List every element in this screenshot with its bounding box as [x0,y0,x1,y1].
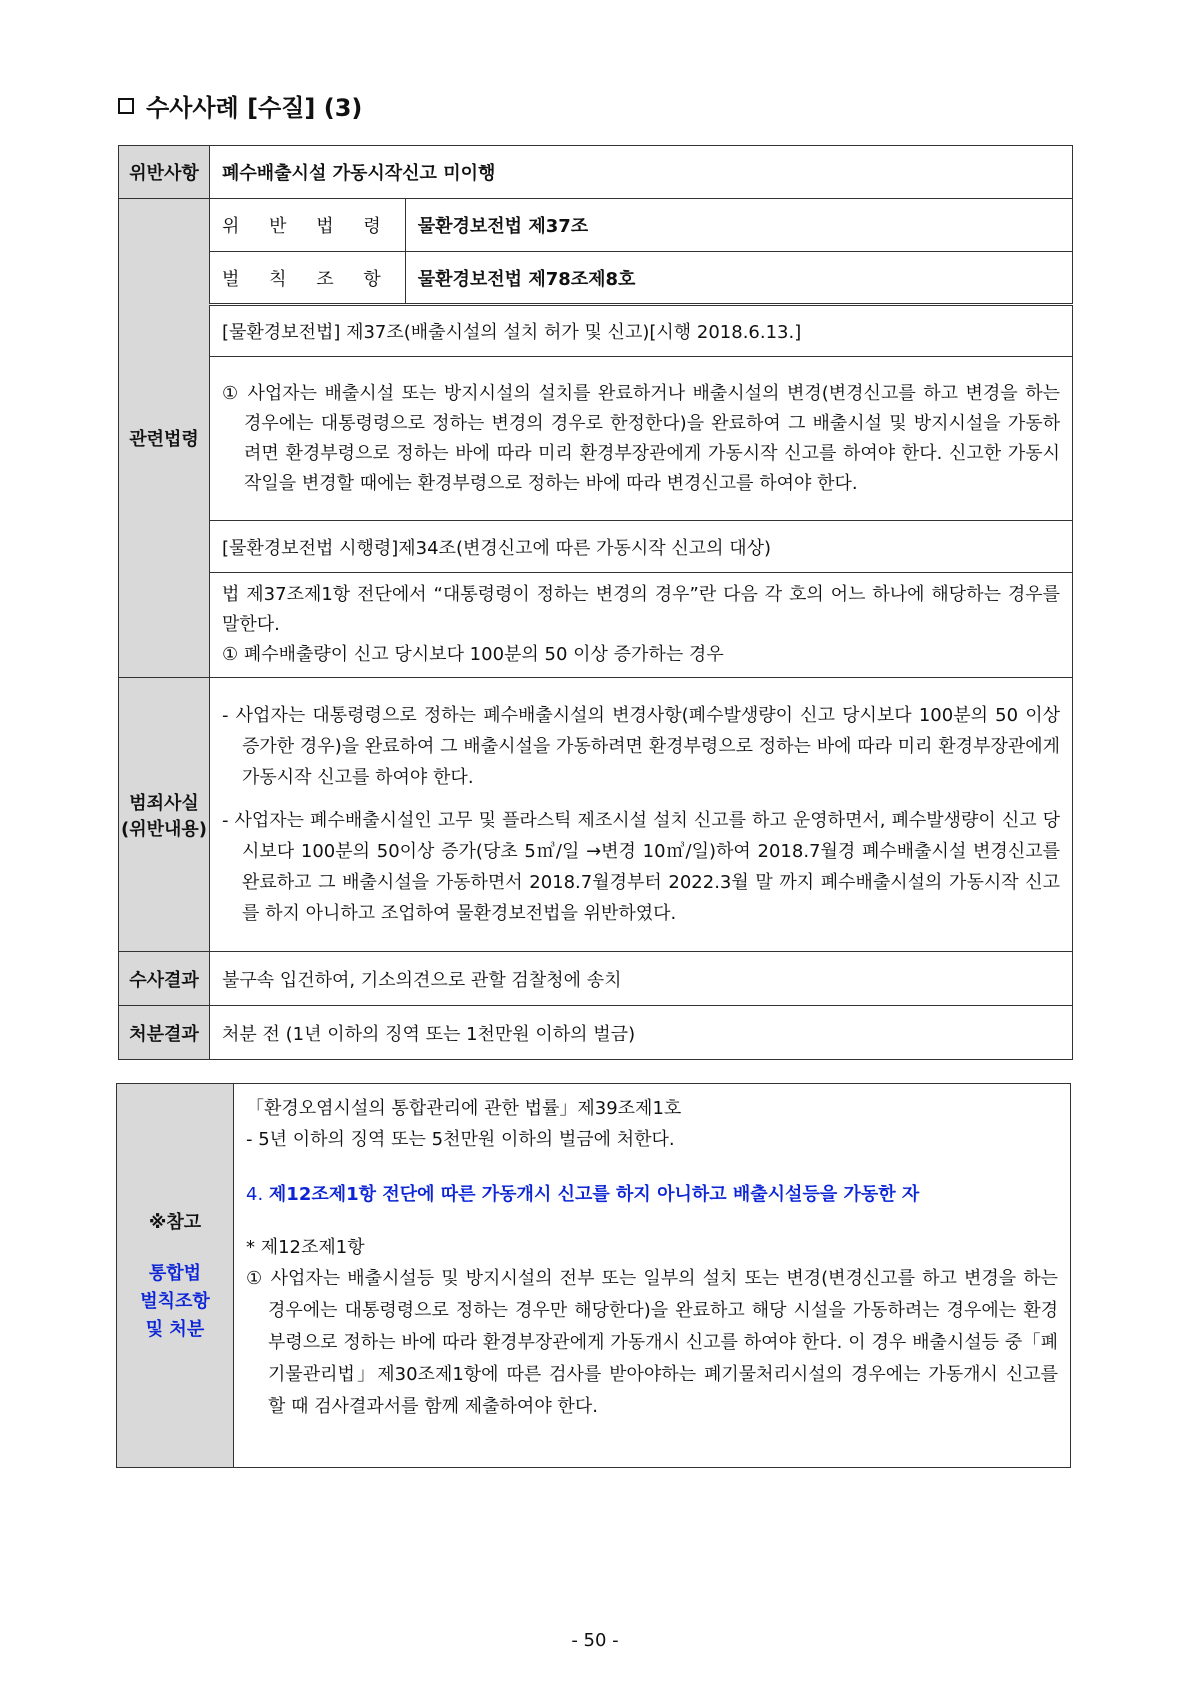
law-violated-label: 위 반 법 령 [210,199,406,252]
reference-label-1: ※참고 [148,1211,202,1233]
penalty-clause-row [119,252,1073,305]
law2-body-1: 법 제37조제1항 전단에서 “대통령령이 정하는 변경의 경우”란 다음 각 호의 어느 하나에 해당하는 경우를 말한다. [222,584,1060,635]
law2-body-2: ① 폐수배출량이 신고 당시보다 100분의 50 이상 증가하는 경우 [222,644,724,665]
page-title [118,88,362,123]
reference-row [117,1084,1071,1468]
reference-label [117,1084,234,1468]
result-row [119,952,1073,1006]
facts-label-2: (위반내용) [120,818,207,840]
reference-body [234,1084,1071,1468]
law-violated-row [119,199,1073,252]
case-table [118,145,1073,1060]
facts-cell [210,678,1073,952]
law-violated-value: 물환경보전법 제37조 [405,199,1072,252]
law1-title-row [119,305,1073,357]
law2-title-row [119,521,1073,573]
penalty-clause-value: 물환경보전법 제78조제8호 [405,252,1072,305]
reference-note-title: * 제12조제1항 [246,1237,365,1258]
law1-body-cell [210,357,1073,521]
related-law-label: 관련법령 [119,199,210,678]
disposition-text: 처분 전 (1년 이하의 징역 또는 1천만원 이하의 벌금) [210,1006,1073,1060]
reference-penalty: - 5년 이하의 징역 또는 5천만원 이하의 벌금에 처한다. [246,1129,675,1150]
law1-body: ① 사업자는 배출시설 또는 방지시설의 설치를 완료하거나 배출시설의 변경(변경신고를 하고 변경을 하는 경우에는 대통령령으로 정하는 변경의 경우로 한정한다)을 완료하여 그 배출시설 및 방지시설을 가동하려면 환경부령으로 정하는 바에 따라 미리 환경부장관에게 가동시작 신고를 하여야 한다. 신고한 가동시작일을 변경할 때에는 환경부령으로 정하는 바에 따라 변경신고를 하여야 한다. [222,382,1060,494]
reference-item-4 [246,1179,1058,1210]
law2-body-row [119,573,1073,678]
facts-1: - 사업자는 대통령령으로 정하는 폐수배출시설의 변경사항(폐수발생량이 신고 당시보다 100분의 50 이상 증가한 경우)을 완료하여 그 배출시설을 가동하려면 환경부령으로 정하는 바에 따라 미리 환경부장관에게 가동시작 신고를 하여야 한다. [222,705,1060,788]
penalty-clause-label: 벌 칙 조 항 [210,252,406,305]
law1-title: [물환경보전법] 제37조(배출시설의 설치 허가 및 신고)[시행 2018.6.13.] [210,305,1073,357]
violation-label: 위반사항 [119,146,210,199]
reference-label-4: 및 처분 [145,1318,205,1340]
violation-row [119,146,1073,199]
facts-label-1: 범죄사실 [129,792,199,814]
law2-body-cell [210,573,1073,678]
reference-label-3: 벌칙조항 [140,1290,210,1312]
law1-body-row [119,357,1073,521]
reference-table [116,1083,1071,1468]
facts-label [119,678,210,952]
checkbox-square-icon [118,98,134,114]
result-label: 수사결과 [119,952,210,1006]
reference-item-4-number: 4. [246,1184,264,1205]
disposition-label: 처분결과 [119,1006,210,1060]
law2-title: [물환경보전법 시행령]제34조(변경신고에 따른 가동시작 신고의 대상) [210,521,1073,573]
reference-law-title: 「환경오염시설의 통합관리에 관한 법률」제39조제1호 [246,1098,682,1119]
page-title-text: 수사사례 [수질] (3) [146,94,363,122]
disposition-row [119,1006,1073,1060]
reference-note-body: ① 사업자는 배출시설등 및 방지시설의 전부 또는 일부의 설치 또는 변경(변경신고를 하고 변경을 하는 경우에는 대통령령으로 정하는 경우만 해당한다)을 완료하고 해당 시설을 가동하려는 경우에는 환경부령으로 정하는 바에 따라 환경부장관에게 가동개시 신고를 하여야 한다. 이 경우 배출시설등 중「폐기물관리법」제30조제1항에 따른 검사를 받아야하는 폐기물처리시설의 경우에는 가동개시 신고를 할 때 검사결과서를 함께 제출하여야 한다. [246,1268,1058,1417]
facts-row [119,678,1073,952]
facts-2: - 사업자는 폐수배출시설인 고무 및 플라스틱 제조시설 설치 신고를 하고 운영하면서, 폐수발생량이 신고 당시보다 100분의 50이상 증가(당초 5㎥/일 →변경 10㎥/일)하여 2018.7월경 폐수배출시설 변경신고를 완료하고 그 배출시설을 가동하면서 2018.7월경부터 2022.3월 말 까지 폐수배출시설의 가동시작 신고를 하지 아니하고 조업하여 물환경보전법을 위반하였다. [222,810,1060,924]
reference-label-2: 통합법 [148,1262,202,1284]
result-text: 불구속 입건하여, 기소의견으로 관할 검찰청에 송치 [210,952,1073,1006]
violation-text: 폐수배출시설 가동시작신고 미이행 [210,146,1073,199]
page-number: - 50 - [571,1630,619,1651]
reference-item-4-text: 제12조제1항 전단에 따른 가동개시 신고를 하지 아니하고 배출시설등을 가동한 자 [268,1184,920,1205]
